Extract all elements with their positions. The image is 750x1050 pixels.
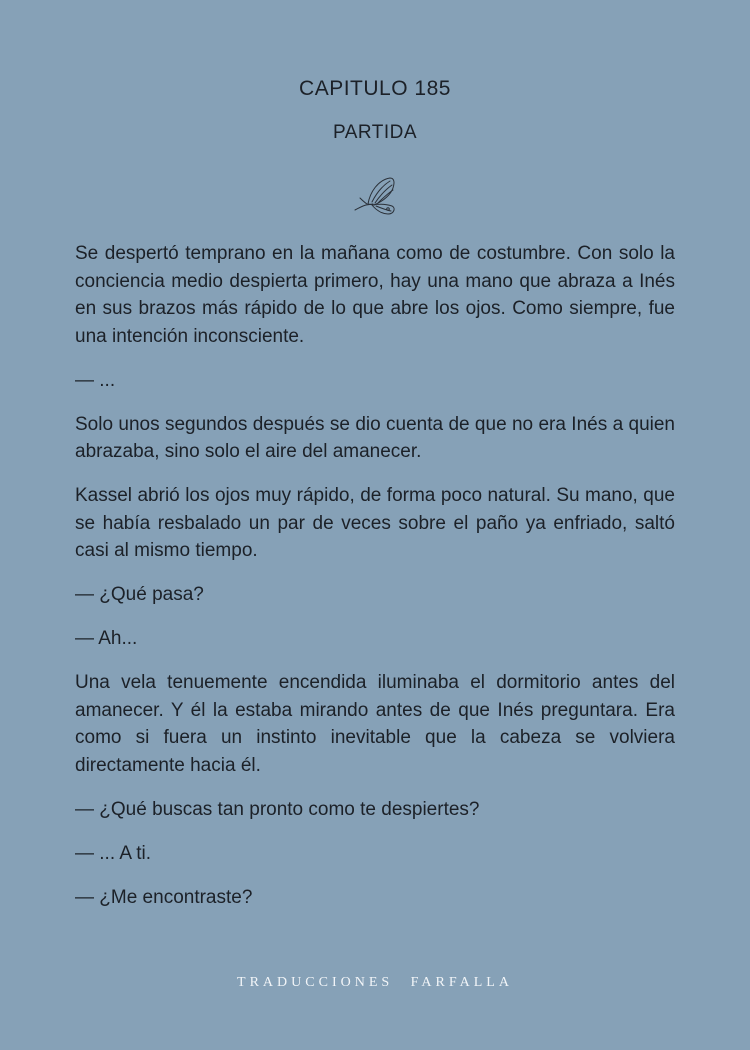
- footer-credit: TRADUCCIONES FARFALLA: [237, 975, 513, 990]
- dialogue-line: — ...: [75, 369, 116, 391]
- paragraph: Kassel abrió los ojos muy rápido, de forma poco natural. Su mano, que se había resbalado un par de veces sobre el paño ya enfriado, saltó casi al mismo tiempo.: [75, 485, 675, 561]
- dialogue-line: — ¿Me encontraste?: [75, 886, 253, 908]
- chapter-title: CAPITULO 185: [299, 77, 451, 100]
- dialogue-line: — ¿Qué pasa?: [75, 584, 204, 605]
- paragraph: Solo unos segundos después se dio cuenta de que no era Inés a quien abrazaba, sino solo el aire del amanecer.: [75, 413, 675, 462]
- paragraph: Una vela tenuemente encendida iluminaba el dormitorio antes del amanecer. Y él la estaba mirando antes de que Inés preguntara. Era como si fuera un instinto inevitable que la cabeza se volviera directamente hacia él.: [75, 672, 675, 776]
- paragraph: Se despertó temprano en la mañana como de costumbre. Con solo la conciencia medio despierta primero, hay una mano que abraza a Inés en sus brazos más rápido de lo que abre los ojos. Como siempre, fue una intención inconsciente.: [75, 243, 675, 347]
- dialogue-line: — ... A ti.: [75, 842, 152, 864]
- body-text: [75, 240, 675, 928]
- dialogue-line: — Ah...: [75, 628, 138, 649]
- chapter-subtitle: PARTIDA: [332, 122, 418, 143]
- butterfly-icon: [350, 174, 400, 216]
- dialogue-line: — ¿Qué buscas tan pronto como te despiertes?: [75, 798, 480, 820]
